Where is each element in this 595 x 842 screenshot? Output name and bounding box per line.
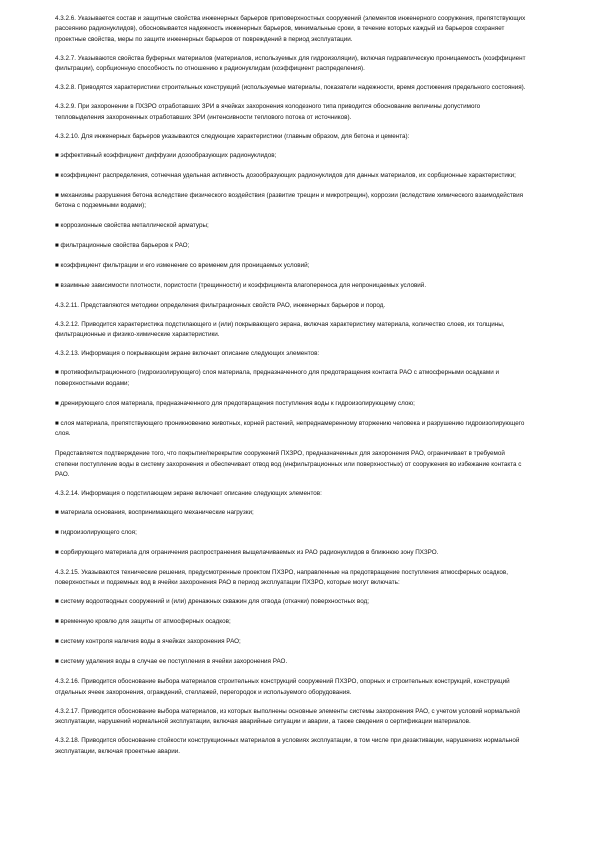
bullet-item: ■ коррозионные свойства металлической арматуры; (55, 222, 209, 230)
bullet-item: ■ систему водоотводных сооружений и (или) дренажных скважин для отвода (откачки) поверхностных вод; (55, 598, 369, 606)
paragraph: 4.3.2.6. Указывается состав и защитные свойства инженерных барьеров приповерхностных сооружений (элементов инженерного сооружения, препятствующих рассеянию радионуклидов), обосновывается надежность инженерных барьеров, минимальные сроки, в течение которых каждый из барьеров сохраняет проектные свойства, меры по защите инженерных барьеров от повреждений в период эксплуатации. (55, 15, 526, 43)
bullet-item: ■ коэффициент распределения, сотнечная удельная активность дозообразующих радионуклидов для данных материалов, их сорбционные характеристики; (55, 171, 516, 179)
paragraph: 4.3.2.15. Указываются технические решения, предусмотренные проектом ПХЗРО, направленные на предотвращение поступления атмосферных осадков, поверхностных и подземных вод в ячейки захоронения РАО в период эксплуатации ПХЗРО, которые могут включать: (55, 569, 509, 587)
bullet-item: ■ коэффициент фильтрации и его изменение со временем для проницаемых условий; (55, 262, 310, 270)
bullet-item: ■ гидроизолирующего слоя; (55, 529, 137, 537)
paragraph: 4.3.2.16. Приводится обоснование выбора материалов строительных конструкций сооружений ПХЗРО, опорных и строительных конструкций, конструкций отдельных ячеек захоронения, ограждений, стеллажей, перегородок и используемого оборудования. (55, 678, 510, 696)
bullet-item: ■ материала основания, воспринимающего механические нагрузки; (55, 509, 254, 517)
bullet-item: ■ фильтрационные свойства барьеров к РАО; (55, 242, 190, 250)
bullet-item: ■ дренирующего слоя материала, предназначенного для предотвращения поступления воды к гидроизолирующему слою; (55, 399, 415, 407)
paragraph: 4.3.2.7. Указываются свойства буферных материалов (материалов, используемых для гидроизоляции), включая гидравлическую проницаемость (коэффициент фильтрации), сорбционную способность по отношению к радионуклидам (коэффициент распределения). (55, 54, 526, 73)
paragraph: 4.3.2.18. Приводится обоснование стойкости конструкционных материалов в условиях эксплуатации, в том числе при дезактивации, нарушениях нормальной эксплуатации, включая проектные аварии. (55, 737, 520, 755)
paragraph: 4.3.2.12. Приводится характеристика подстилающего и (или) покрывающего экрана, включая характеристику материала, количество слоев, их толщины, фильтрационные и физико-химические характеристики. (55, 321, 505, 339)
paragraph: 4.3.2.11. Представляются методики определения фильтрационных свойств РАО, инженерных барьеров и пород. (55, 302, 386, 310)
bullet-item: ■ слоя материала, препятствующего проникновению животных, корней растений, непреднамеренному вторжению человека и разрушению гидроизолирующего слоя. (55, 419, 525, 438)
bullet-item: ■ взаимные зависимости плотности, пористости (трещинности) и коэффициента влагопереноса для непроницаемых условий. (55, 282, 427, 290)
bullet-item: ■ систему контроля наличия воды в ячейках захоронения РАО; (55, 638, 241, 646)
paragraph: Представляется подтверждение того, что покрытие/перекрытие сооружений ПХЗРО, предназначенных для захоронения РАО, ограничивает в требуемой степени поступление воды в систему захоронения и обеспечивает отвод вод (инфильтрационных или поверхностных) от сооружения во избежание контакта с РАО. (55, 450, 522, 479)
bullet-item: ■ сорбирующего материала для ограничения распространения выщелачиваемых из РАО радионуклидов в ближнюю зону ПХЗРО. (55, 549, 439, 557)
paragraph: 4.3.2.9. При захоронении в ПХЗРО отработавших ЗРИ в ячейках захоронения колодезного типа приводится обоснование величины допустимого тепловыделения захороненных отработавших ЗРИ (интенсивности теплового потока от источников). (55, 103, 481, 121)
bullet-item: ■ систему удаления воды в случае ее поступления в ячейки захоронения РАО. (55, 658, 288, 666)
paragraph: 4.3.2.14. Информация о подстилающем экране включает описание следующих элементов: (55, 490, 322, 498)
paragraph: 4.3.2.13. Информация о покрывающем экране включает описание следующих элементов: (55, 350, 320, 358)
bullet-item: ■ временную кровлю для защиты от атмосферных осадков; (55, 618, 231, 626)
paragraph: 4.3.2.8. Приводятся характеристики строительных конструкций (используемые материалы, показатели надежности, время достижения предельного состояния). (55, 84, 526, 92)
bullet-item: ■ механизмы разрушения бетона вследствие физического воздействия (развитие трещин и микротрещин), коррозии (вследствие химического взаимодействия бетона с подземными водами); (55, 191, 524, 210)
bullet-item: ■ эффективный коэффициент диффузии дозообразующих радионуклидов; (55, 151, 277, 159)
bullet-item: ■ противофильтрационного (гидроизолирующего) слоя материала, предназначенного для предотвращения контакта РАО с атмосферными осадками и поверхностными водами; (55, 369, 500, 387)
paragraph: 4.3.2.17. Приводится обоснование выбора материалов, из которых выполнены основные элементы системы захоронения РАО, с учетом условий нормальной эксплуатации, нарушений нормальной эксплуатации, включая аварийные ситуации и аварии, а также сведения о сертификации материалов. (55, 707, 520, 726)
paragraph: 4.3.2.10. Для инженерных барьеров указываются следующие характеристики (главным образом, для бетона и цемента): (55, 132, 410, 140)
